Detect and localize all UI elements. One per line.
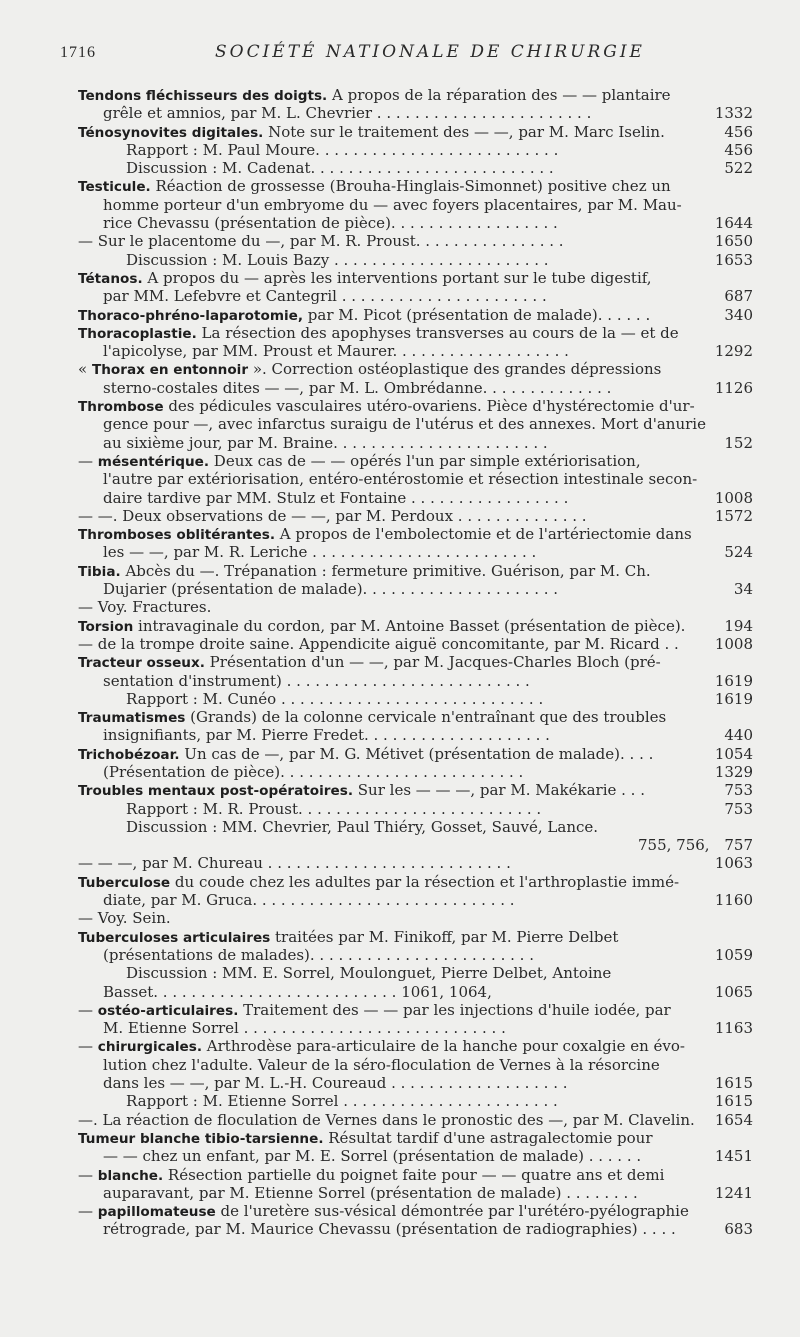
index-line-text: — ostéo-articulaires. Traitement des — — par les injections d'huile iodée, par: [78, 1000, 671, 1019]
index-line-text: (Présentation de pièce). . . . . . . . . . . . . . . . . . . . . . . . . .: [103, 762, 524, 781]
running-header: [60, 42, 740, 66]
index-line: [78, 251, 753, 269]
page-reference: 152: [724, 433, 753, 452]
index-line-text: l'apicolyse, par MM. Proust et Maurer. . . . . . . . . . . . . . . . . . .: [103, 342, 569, 361]
index-line: [78, 1166, 753, 1184]
index-line: [78, 854, 753, 872]
index-line: [78, 1111, 753, 1129]
index-line-text: Thoracoplastie. La résection des apophyses transverses au cours de la — et de: [78, 323, 679, 342]
page-reference: 456: [724, 122, 753, 141]
index-line-text: — Voy. Fractures.: [78, 598, 212, 617]
index-line-text: diate, par M. Gruca. . . . . . . . . . . . . . . . . . . . . . . . . . . .: [103, 891, 515, 910]
index-line-text: Tendons fléchisseurs des doigts. A propos de la réparation des — — plantaire: [78, 86, 671, 104]
index-line-text: Tuberculose du coude chez les adultes par la résection et l'arthroplastie immé-: [78, 872, 680, 891]
index-line: [78, 690, 753, 708]
index-line-text: — mésentérique. Deux cas de — — opérés l'un par simple extériorisation,: [78, 451, 641, 470]
index-line-text: Ténosynovites digitales. Note sur le traitement des — —, par M. Marc Iselin.: [78, 122, 665, 141]
index-line-text: Discussion : MM. E. Sorrel, Moulonguet, Pierre Delbet, Antoine: [126, 964, 612, 983]
page-reference: 1292: [714, 342, 753, 361]
index-line: [78, 507, 753, 525]
index-line-text: sentation d'instrument) . . . . . . . . . . . . . . . . . . . . . . . . . .: [103, 671, 530, 690]
page-reference: 757: [724, 836, 753, 855]
index-line-text: gence pour —, avec infarctus suraigu de l'utérus et des annexes. Mort d'anurie: [103, 415, 706, 434]
index-line: [78, 1019, 753, 1037]
index-line-text: Dujarier (présentation de malade). . . . . . . . . . . . . . . . . . . . .: [103, 580, 559, 599]
page-reference: 194: [724, 616, 753, 635]
index-line: [78, 836, 753, 854]
index-line-text: rétrograde, par M. Maurice Chevassu (présentation de radiographies) . . . .: [103, 1220, 676, 1239]
index-line: [78, 397, 753, 415]
index-line: [78, 1001, 753, 1019]
index-line: [78, 1202, 753, 1220]
page-reference: 1332: [714, 104, 753, 123]
index-line-text: lution chez l'adulte. Valeur de la séro-floculation de Vernes à la résorcine: [103, 1055, 660, 1074]
page-reference: 1063: [714, 854, 753, 873]
index-line: [78, 946, 753, 964]
index-line-text: Rapport : M. Paul Moure. . . . . . . . . . . . . . . . . . . . . . . . . .: [126, 140, 559, 159]
index-line-text: Discussion : M. Louis Bazy . . . . . . . . . . . . . . . . . . . . . . .: [126, 250, 549, 269]
index-line: [78, 781, 753, 799]
index-line-text: Tétanos. A propos du — après les interventions portant sur le tube digestif,: [78, 268, 652, 287]
page-reference: 1008: [714, 488, 753, 507]
index-line: [78, 928, 753, 946]
index-line-text: — papillomateuse de l'uretère sus-vésical démontrée par l'urétéro-pyélographie: [78, 1202, 689, 1221]
index-line: [78, 1074, 753, 1092]
page-reference: 753: [724, 799, 753, 818]
index-line-text: dans les — —, par M. L.-H. Coureaud . . . . . . . . . . . . . . . . . . .: [103, 1074, 568, 1093]
page-reference: 1451: [714, 1147, 753, 1166]
index-line: [78, 342, 753, 360]
page-reference: 1160: [714, 891, 753, 910]
index-line-text: Torsion intravaginale du cordon, par M. Antoine Basset (présentation de pièce).: [78, 616, 686, 635]
page-reference: 1163: [714, 1019, 753, 1038]
index-line: [78, 415, 753, 433]
index-line: [78, 434, 753, 452]
index-line: [78, 873, 753, 891]
index-line-text: Traumatismes (Grands) de la colonne cervicale n'entraînant que des troubles: [78, 708, 667, 727]
index-line: [78, 1147, 753, 1165]
page-reference: 1241: [714, 1183, 753, 1202]
index-line: [78, 818, 753, 836]
index-line: [78, 1056, 753, 1074]
index-line: [78, 543, 753, 561]
index-line-text: — blanche. Résection partielle du poignet faite pour — — quatre ans et demi: [78, 1165, 665, 1184]
index-line-text: grêle et amnios, par M. L. Chevrier . . . . . . . . . . . . . . . . . . . . . . .: [103, 104, 592, 123]
index-line-text: daire tardive par MM. Stulz et Fontaine . . . . . . . . . . . . . . . . .: [103, 488, 569, 507]
index-line: [78, 141, 753, 159]
page-reference: 1619: [714, 671, 753, 690]
index-line-text: Tuberculoses articulaires traitées par M. Finikoff, par M. Pierre Delbet: [78, 927, 619, 946]
index-line-text: Thrombose des pédicules vasculaires utéro-ovariens. Pièce d'hystérectomie d'ur-: [78, 397, 695, 416]
page-reference: 34: [733, 580, 753, 599]
index-line: [78, 287, 753, 305]
subject-index: [78, 86, 753, 1239]
index-line-text: rice Chevassu (présentation de pièce). . . . . . . . . . . . . . . . . .: [103, 214, 558, 233]
index-line-text: — — —, par M. Chureau . . . . . . . . . . . . . . . . . . . . . . . . . .: [78, 854, 511, 873]
index-line: [78, 214, 753, 232]
index-line: [78, 232, 753, 250]
index-line-text: Tracteur osseux. Présentation d'un — —, par M. Jacques-Charles Bloch (pré-: [78, 653, 661, 672]
index-line-text: Thoraco-phréno-laparotomie, par M. Picot (présentation de malade). . . . . .: [78, 305, 651, 324]
page-reference: 1619: [714, 689, 753, 708]
index-line-text: Rapport : M. Etienne Sorrel . . . . . . . . . . . . . . . . . . . . . . .: [126, 1092, 558, 1111]
page-reference: 1650: [714, 232, 753, 251]
index-line-text: « Thorax en entonnoir ». Correction ostéoplastique des grandes dépressions: [78, 360, 662, 379]
page-reference: 753: [724, 781, 753, 800]
page-reference: 1644: [714, 214, 753, 233]
page-reference: 1126: [714, 378, 753, 397]
index-line-text: — Voy. Sein.: [78, 909, 171, 928]
index-line-text: (présentations de malades). . . . . . . . . . . . . . . . . . . . . . . .: [103, 945, 534, 964]
index-line-text: par MM. Lefebvre et Cantegril . . . . . . . . . . . . . . . . . . . . . .: [103, 287, 547, 306]
index-line: [78, 672, 753, 690]
page-reference: 1008: [714, 634, 753, 653]
index-line: [78, 1184, 753, 1202]
index-line-text: 755, 756,: [638, 836, 710, 855]
index-line: [78, 598, 753, 616]
index-line: [78, 177, 753, 195]
page-reference: 1065: [714, 982, 753, 1001]
index-line: [78, 617, 753, 635]
index-line-text: —. La réaction de floculation de Vernes dans le pronostic des —, par M. Clavelin.: [78, 1110, 695, 1129]
index-line: [78, 306, 753, 324]
index-line-text: Rapport : M. R. Proust. . . . . . . . . . . . . . . . . . . . . . . . . .: [126, 799, 542, 818]
index-line: [78, 1220, 753, 1238]
page-reference: 1059: [714, 945, 753, 964]
page-reference: 1329: [714, 762, 753, 781]
index-line: [78, 580, 753, 598]
running-title: SOCIÉTÉ NATIONALE DE CHIRURGIE: [215, 42, 645, 62]
index-line: [78, 123, 753, 141]
index-line: [78, 525, 753, 543]
index-line: [78, 562, 753, 580]
index-line: [78, 909, 753, 927]
index-line-text: Rapport : M. Cunéo . . . . . . . . . . . . . . . . . . . . . . . . . . . .: [126, 689, 544, 708]
index-line: [78, 763, 753, 781]
index-line-text: Troubles mentaux post-opératoires. Sur les — — —, par M. Makékarie . . .: [78, 781, 645, 800]
index-line-text: au sixième jour, par M. Braine. . . . . . . . . . . . . . . . . . . . . . .: [103, 433, 548, 452]
index-line-text: Trichobézoar. Un cas de —, par M. G. Métivet (présentation de malade). . . .: [78, 744, 654, 763]
index-line: [78, 86, 753, 104]
page-reference: 1572: [714, 506, 753, 525]
index-line-text: Tibia. Abcès du —. Trépanation : fermeture primitive. Guérison, par M. Ch.: [78, 561, 651, 580]
index-line-text: — Sur le placentome du —, par M. R. Proust. . . . . . . . . . . . . . . .: [78, 232, 564, 251]
index-line-text: Tumeur blanche tibio-tarsienne. Résultat tardif d'une astragalectomie pour: [78, 1128, 653, 1147]
page-reference: 1615: [714, 1074, 753, 1093]
index-line: [78, 159, 753, 177]
index-line-text: — chirurgicales. Arthrodèse para-articulaire de la hanche pour coxalgie en évo-: [78, 1037, 685, 1056]
index-line-text: Basset. . . . . . . . . . . . . . . . . . . . . . . . . . 1061, 1064,: [103, 982, 492, 1001]
index-line-text: insignifiants, par M. Pierre Fredet. . . . . . . . . . . . . . . . . . . .: [103, 726, 550, 745]
index-line: [78, 452, 753, 470]
index-line-text: Discussion : MM. Chevrier, Paul Thiéry, Gosset, Sauvé, Lance.: [126, 817, 599, 836]
index-line: [78, 983, 753, 1001]
index-line-text: — —. Deux observations de — —, par M. Perdoux . . . . . . . . . . . . . .: [78, 506, 587, 525]
index-line: [78, 708, 753, 726]
page-reference: 683: [724, 1220, 753, 1239]
page-reference: 340: [724, 305, 753, 324]
page-reference: 440: [724, 726, 753, 745]
index-line-text: auparavant, par M. Etienne Sorrel (présentation de malade) . . . . . . . .: [103, 1183, 638, 1202]
page-reference: 1654: [714, 1110, 753, 1129]
index-line: [78, 470, 753, 488]
page-reference: 687: [724, 287, 753, 306]
index-line: [78, 964, 753, 982]
index-line-text: Testicule. Réaction de grossesse (Brouha-Hinglais-Simonnet) positive chez un: [78, 177, 671, 196]
index-line-text: Discussion : M. Cadenat. . . . . . . . . . . . . . . . . . . . . . . . . .: [126, 159, 554, 178]
index-line: [78, 745, 753, 763]
page-reference: 1054: [714, 744, 753, 763]
index-line-text: — de la trompe droite saine. Appendicite aiguë concomitante, par M. Ricard . .: [78, 634, 679, 653]
index-line-text: les — —, par M. R. Leriche . . . . . . . . . . . . . . . . . . . . . . . .: [103, 543, 537, 562]
index-line: [78, 891, 753, 909]
index-line: [78, 324, 753, 342]
index-line-text: Thromboses oblitérantes. A propos de l'embolectomie et de l'artériectomie dans: [78, 525, 692, 544]
index-line: [78, 1092, 753, 1110]
index-line-text: — — chez un enfant, par M. E. Sorrel (présentation de malade) . . . . . .: [103, 1147, 642, 1166]
index-line: [78, 489, 753, 507]
index-line-text: l'autre par extériorisation, entéro-entérostomie et résection intestinale secon-: [103, 470, 698, 489]
index-line-text: homme porteur d'un embryome du — avec foyers placentaires, par M. Mau-: [103, 195, 682, 214]
index-line: [78, 196, 753, 214]
index-line-text: sterno-costales dites — —, par M. L. Ombrédanne. . . . . . . . . . . . . .: [103, 378, 612, 397]
index-line-text: M. Etienne Sorrel . . . . . . . . . . . . . . . . . . . . . . . . . . . .: [103, 1019, 506, 1038]
page-reference: 1615: [714, 1092, 753, 1111]
index-line: [78, 269, 753, 287]
index-line: [78, 653, 753, 671]
index-line: [78, 379, 753, 397]
index-line: [78, 360, 753, 378]
page-reference: 456: [724, 140, 753, 159]
index-line: [78, 635, 753, 653]
page-number: 1716: [60, 44, 96, 61]
index-line: [78, 104, 753, 122]
index-line: [78, 1037, 753, 1055]
page-reference: 524: [724, 543, 753, 562]
page-reference: 1653: [714, 250, 753, 269]
index-line: [78, 800, 753, 818]
page-reference: 522: [724, 159, 753, 178]
index-line: [78, 726, 753, 744]
index-line: [78, 1129, 753, 1147]
